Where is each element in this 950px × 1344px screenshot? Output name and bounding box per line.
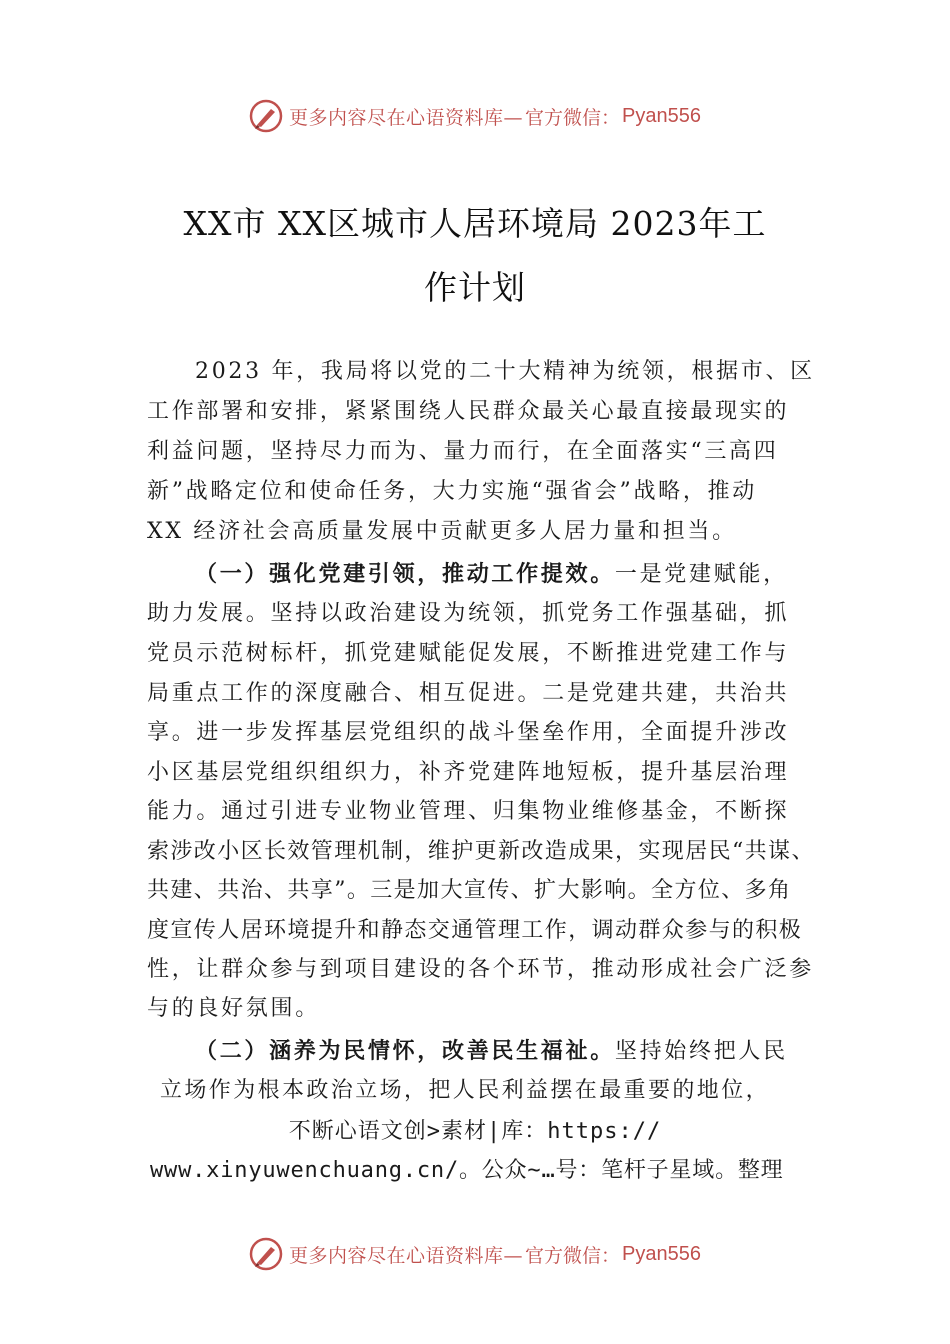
banner-wechat-id: Pyan556 — [622, 104, 701, 127]
body-line: 度宣传人居环境提升和静态交通管理工作，调动群众参与的积极 — [147, 918, 803, 943]
banner-wechat-label: 官方微信： — [525, 106, 621, 129]
section-1-first-line — [195, 560, 875, 589]
body-line: 索涉改小区长效管理机制，维护更新改造成果，实现居民“共谋、 — [147, 839, 815, 864]
body-line: 局重点工作的深度融合、相互促进。二是党建共建，共治共 — [147, 681, 790, 706]
banner-text: 更多内容尽在心语资料库— — [289, 106, 524, 129]
section-2-first-line — [195, 1037, 875, 1066]
body-line: 共建、共治、共享”。三是加大宣传、扩大影响。全方位、多角 — [147, 878, 792, 903]
banner-text: 更多内容尽在心语资料库— — [289, 1244, 524, 1267]
body-line: 立场作为根本政治立场，把人民利益摆在最重要的地位， — [160, 1078, 771, 1103]
body-line: 2023 年，我局将以党的二十大精神为统领，根据市、区 — [195, 359, 815, 384]
watermark-source-line: 不断心语文创>素材|库：https:// — [288, 1119, 662, 1144]
section-1-heading: （一）强化党建引领，推动工作提效。 — [195, 561, 615, 587]
body-line: 能力。通过引进专业物业管理、归集物业维修基金，不断探 — [147, 799, 790, 824]
watermark-source-line: www.xinyuwenchuang.cn/。公众~…号：笔杆子星域。整理 — [150, 1158, 784, 1183]
body-line: 新”战略定位和使命任务，大力实施“强省会”战略，推动 — [147, 479, 757, 504]
pen-logo-icon — [249, 1237, 283, 1271]
body-line: 性，让群众参与到项目建设的各个环节，推动形成社会广泛参 — [147, 957, 814, 982]
body-line: XX 经济社会高质量发展中贡献更多人居力量和担当。 — [147, 519, 737, 544]
document-title-line-2: 作计划 — [424, 268, 526, 307]
header-banner — [0, 96, 950, 136]
body-line: 小区基层党组织组织力，补齐党建阵地短板，提升基层治理 — [147, 760, 790, 785]
section-2-heading: （二）涵养为民情怀，改善民生福祉。 — [195, 1038, 615, 1064]
body-line: 享。进一步发挥基层党组织的战斗堡垒作用，全面提升涉改 — [147, 720, 790, 745]
section-1-first-text: 一是党建赋能， — [614, 562, 788, 587]
body-line: 工作部署和安排，紧紧围绕人民群众最关心最直接最现实的 — [147, 399, 790, 424]
document-title-line-1: XX市 XX区城市人居环境局 2023年工 — [183, 204, 767, 243]
body-line: 与的良好氛围。 — [147, 996, 320, 1021]
banner-wechat-label: 官方微信： — [525, 1244, 621, 1267]
body-line: 党员示范树标杆，抓党建赋能促发展，不断推进党建工作与 — [147, 641, 790, 666]
body-line: 助力发展。坚持以政治建设为统领，抓党务工作强基础，抓 — [147, 601, 790, 626]
banner-wechat-id: Pyan556 — [622, 1242, 701, 1265]
section-2-first-text: 坚持始终把人民 — [614, 1039, 788, 1064]
body-line: 利益问题，坚持尽力而为、量力而行，在全面落实“三高四 — [147, 439, 779, 464]
footer-banner — [0, 1234, 950, 1274]
pen-logo-icon — [249, 99, 283, 133]
